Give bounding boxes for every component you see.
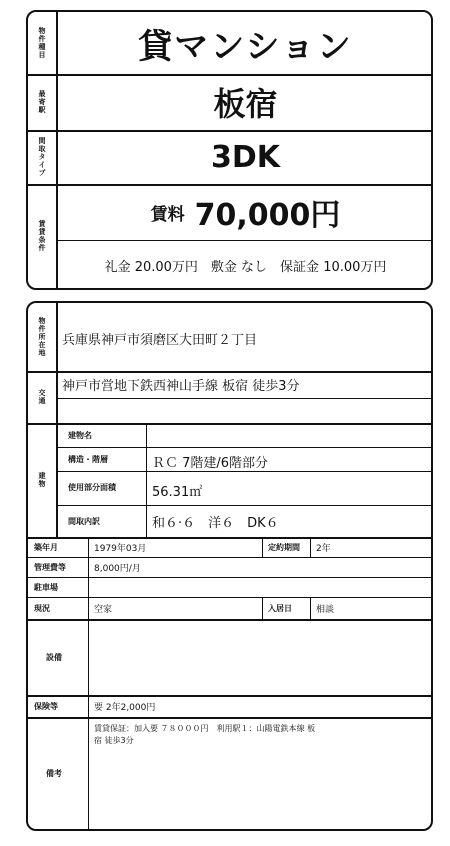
built-date-label: 築年月 <box>34 542 58 552</box>
rental-terms-label: 賃貸条件 <box>38 220 46 252</box>
row-divider <box>28 717 431 719</box>
structure-label: 構造・階層 <box>68 454 108 464</box>
rent-row <box>58 186 433 238</box>
col-divider <box>146 423 147 537</box>
lease-period-label: 定約期間 <box>268 542 300 552</box>
row-divider <box>28 695 431 697</box>
status-label: 現況 <box>34 603 50 613</box>
rent-value: 70,000円 <box>194 198 341 233</box>
col-divider <box>310 597 311 619</box>
row-divider <box>28 597 431 598</box>
row-divider <box>28 577 431 578</box>
address-value: 兵庫県神戸市須磨区大田町２丁目 <box>62 333 258 348</box>
structure-value: ＲＣ 7階建/6階部分 <box>152 456 269 471</box>
building-name-label: 建物名 <box>68 430 92 440</box>
remarks-line-2: 宿 徒歩3分 <box>94 736 134 745</box>
facilities-label: 設備 <box>46 652 62 662</box>
management-fee-value: 8,000円/月 <box>94 564 141 574</box>
building-label: 建物 <box>38 472 46 488</box>
usage-area-value: 56.31㎡ <box>152 485 203 500</box>
row-divider <box>56 240 431 241</box>
transport-value: 神戸市営地下鉄西神山手線 板宿 徒歩3分 <box>62 379 300 394</box>
col-divider <box>262 597 263 619</box>
row-divider <box>56 505 431 506</box>
lease-period-value: 2年 <box>316 544 331 554</box>
parking-label: 駐車場 <box>34 582 58 592</box>
label-column-divider <box>56 303 58 537</box>
management-fee-label: 管理費等 <box>34 562 66 572</box>
transport-label: 交通 <box>38 389 46 405</box>
move-in-label: 入居日 <box>268 603 292 613</box>
room-breakdown-label: 間取内訳 <box>68 516 100 526</box>
details-card <box>26 301 433 831</box>
label-column-divider <box>88 537 89 829</box>
insurance-label: 保険等 <box>34 701 58 711</box>
deposit-terms: 礼金 20.00万円 敷金 なし 保証金 10.00万円 <box>104 259 387 275</box>
summary-card <box>26 10 433 290</box>
rent-label: 賃料 <box>150 204 185 225</box>
layout-type-label: 間取タイプ <box>38 137 46 177</box>
room-breakdown-value: 和６·６ 洋６ DK６ <box>152 516 279 531</box>
built-date-value: 1979年03月 <box>94 544 147 554</box>
property-type-label: 物件種目 <box>38 27 46 59</box>
remarks-line-1: 賃貸保証：加入要 ７８０００円 利用駅１：山陽電鉄本線 板 <box>94 724 316 733</box>
insurance-value: 要 2年2,000円 <box>94 703 156 713</box>
address-label: 物件所在地 <box>38 317 46 357</box>
property-type-value: 貸マンション <box>138 26 353 67</box>
move-in-value: 相談 <box>316 605 335 615</box>
row-divider <box>56 398 431 399</box>
row-divider <box>28 371 431 373</box>
row-divider <box>28 619 431 621</box>
remarks-label: 備考 <box>46 768 62 778</box>
station-label: 最寄駅 <box>38 90 46 114</box>
station-value: 板宿 <box>213 85 278 123</box>
status-value: 空家 <box>94 605 113 615</box>
row-divider <box>56 447 431 448</box>
usage-area-label: 使用部分面積 <box>68 482 116 492</box>
col-divider <box>310 537 311 557</box>
col-divider <box>262 537 263 557</box>
row-divider <box>28 557 431 558</box>
layout-type-value: 3DK <box>210 139 281 175</box>
